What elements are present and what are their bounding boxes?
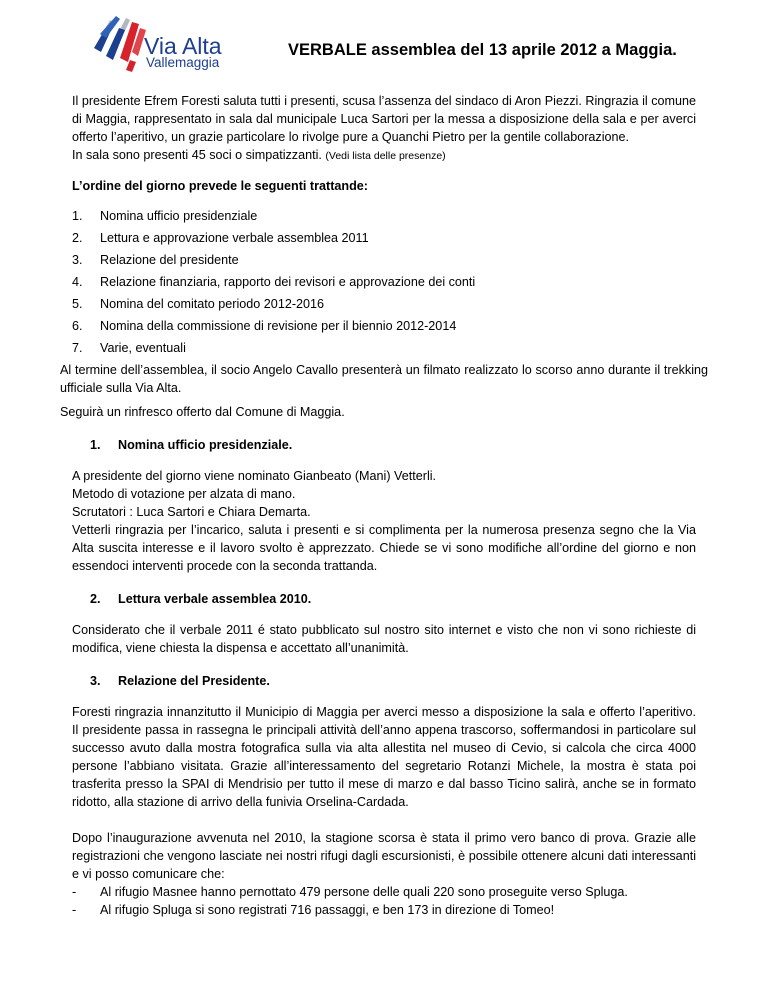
- logo-subtitle: Vallemaggia: [146, 55, 220, 70]
- list-item-text: Al rifugio Spluga si sono registrati 716 passaggi, e ben 173 in direzione di Tomeo!: [100, 903, 555, 917]
- hut-stats-list: [72, 883, 696, 919]
- list-dash: -: [72, 885, 77, 899]
- attendance-text: In sala sono presenti 45 soci o simpatizzanti.: [72, 148, 322, 162]
- agenda-item-number: 4.: [72, 275, 83, 289]
- section-1-line: Scrutatori : Luca Sartori e Chiara Demarta.: [72, 505, 311, 519]
- attendance-note: (Vedi lista delle presenze): [325, 150, 446, 162]
- agenda-item-number: 5.: [72, 297, 83, 311]
- section-number: 3.: [90, 674, 101, 688]
- section-number: 1.: [90, 438, 101, 452]
- agenda-item: [72, 295, 696, 313]
- agenda-item: [72, 251, 696, 269]
- agenda-item-text: Nomina della commissione di revisione per il biennio 2012-2014: [100, 319, 457, 333]
- section-title: Nomina ufficio presidenziale.: [118, 438, 293, 452]
- list-item: [72, 901, 696, 919]
- section-1-line: A presidente del giorno viene nominato Gianbeato (Mani) Vetterli.: [72, 469, 437, 483]
- section-3-paragraph: Dopo l’inaugurazione avvenuta nel 2010, la stagione scorsa è stata il primo vero banco di prova. Grazie alle registrazioni che vengono lasciate nei nostri rifugi dagli escursionisti, è possibile ottenere alcuni dati interessanti e vi posso comunicare che:: [72, 831, 696, 881]
- film-announcement: Al termine dell’assemblea, il socio Angelo Cavallo presenterà un filmato realizzato lo scorso anno durante il trekking ufficiale sulla Via Alta.: [60, 363, 708, 395]
- agenda-item-text: Varie, eventuali: [100, 341, 186, 355]
- agenda-item-number: 7.: [72, 341, 83, 355]
- agenda-item-text: Nomina ufficio presidenziale: [100, 209, 258, 223]
- section-2-text: Considerato che il verbale 2011 é stato pubblicato sul nostro sito internet e visto che non vi sono richieste di modifica, viene chiesta la dispensa e accettato all’unanimità.: [72, 623, 696, 655]
- section-3-heading: [90, 672, 696, 690]
- section-1-line: Vetterli ringrazia per l’incarico, saluta i presenti e si complimenta per la numerosa presenza segno che la Via Alta suscita interesse e il lavoro svolto è apprezzato. Chiede se vi sono modifiche all’ordine del giorno e non essendoci interventi procede con la seconda trattanda.: [72, 523, 696, 573]
- section-number: 2.: [90, 592, 101, 606]
- agenda-item: [72, 339, 696, 357]
- agenda-item-number: 2.: [72, 231, 83, 245]
- agenda-item: [72, 317, 696, 335]
- section-3-paragraph: Foresti ringrazia innanzitutto il Municipio di Maggia per averci messo a disposizione la sala e offerto l’aperitivo. Il presidente passa in rassegna le principali attività dell’anno appena trascorso, soffermandosi in particolare sul successo avuto dalla mostra fotografica sulla via alta allestita nel museo di Cevio, si calcola che circa 4000 persone l’abbiano visitata. Grazie all’interessamento del segretario Rotanzi Michele, la mostra è stata poi trasferita presso la SPAI di Mendrisio per tutto il mese di marzo e dal basso Ticino salirà, anche se in formato ridotto, alla stazione di arrivo della funivia Orselina-Cardada.: [72, 705, 696, 809]
- list-dash: -: [72, 903, 77, 917]
- intro-paragraph: Il presidente Efrem Foresti saluta tutti i presenti, scusa l’assenza del sindaco di Aron Piezzi. Ringrazia il comune di Maggia, rappresentato in sala dal municipale Luca Sartori per la messa a disposizione della sala e per averci offerto l’aperitivo, un grazie particolare lo rivolge pure a Quanchi Pietro per la gentile collaborazione.: [72, 94, 696, 144]
- agenda-item: [72, 273, 696, 291]
- document-body: [60, 92, 708, 919]
- logo-title: Via Alta: [144, 33, 222, 59]
- section-1-line: Metodo di votazione per alzata di mano.: [72, 487, 296, 501]
- agenda-item-text: Nomina del comitato periodo 2012-2016: [100, 297, 325, 311]
- section-2-heading: [90, 590, 696, 608]
- agenda-item-number: 3.: [72, 253, 83, 267]
- via-alta-logo: [92, 14, 242, 74]
- agenda-notes: [60, 361, 708, 421]
- section-title: Lettura verbale assemblea 2010.: [118, 592, 312, 606]
- agenda-heading: L’ordine del giorno prevede le seguenti trattande:: [72, 179, 369, 193]
- agenda-item-text: Relazione del presidente: [100, 253, 239, 267]
- attendance-line: [72, 146, 696, 165]
- agenda-item-number: 6.: [72, 319, 83, 333]
- document-title: VERBALE assemblea del 13 aprile 2012 a Maggia.: [288, 41, 677, 59]
- list-item-text: Al rifugio Masnee hanno pernottato 479 persone delle quali 220 sono proseguite verso Spluga.: [100, 885, 628, 899]
- section-1-heading: [90, 436, 696, 454]
- agenda-list: [72, 207, 696, 357]
- agenda-item-text: Lettura e approvazione verbale assemblea 2011: [100, 231, 369, 245]
- list-item: [72, 883, 696, 901]
- agenda-item: [72, 229, 696, 247]
- section-title: Relazione del Presidente.: [118, 674, 270, 688]
- agenda-item: [72, 207, 696, 225]
- refreshment-note: Seguirà un rinfresco offerto dal Comune di Maggia.: [60, 405, 345, 419]
- agenda-item-number: 1.: [72, 209, 83, 223]
- agenda-item-text: Relazione finanziaria, rapporto dei revisori e approvazione dei conti: [100, 275, 476, 289]
